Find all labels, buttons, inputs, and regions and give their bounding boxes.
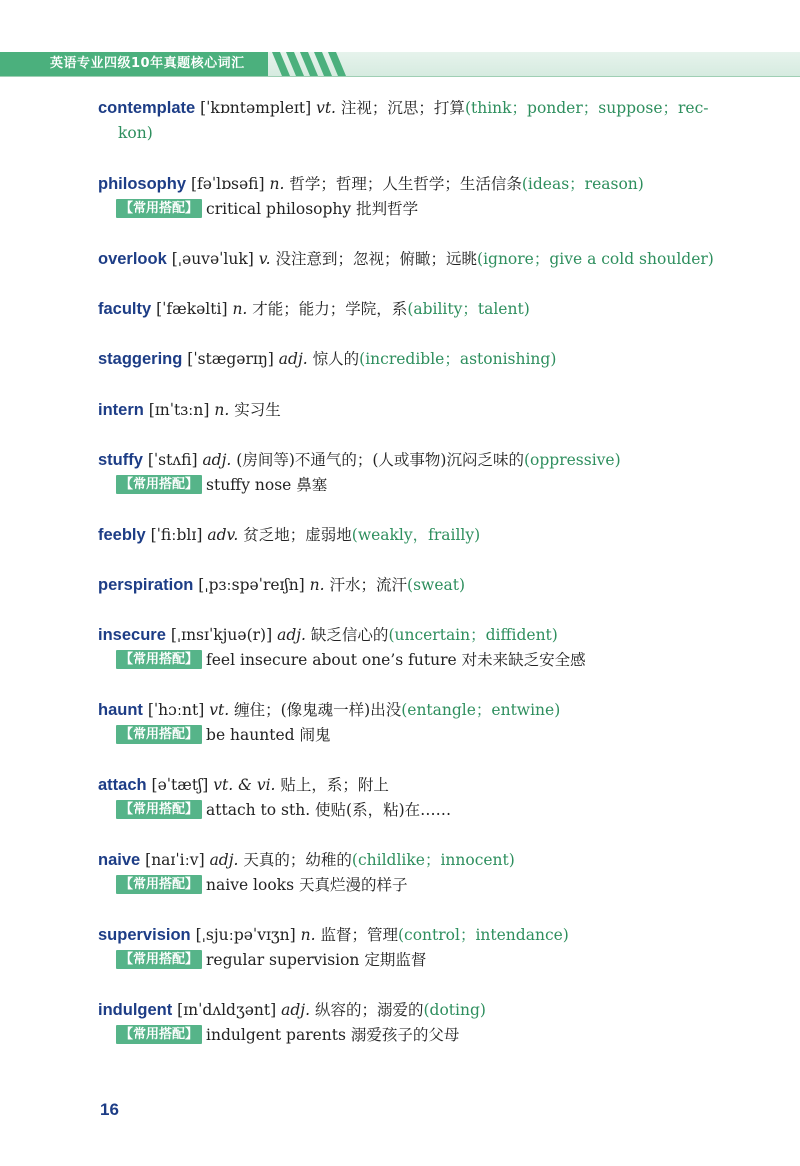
part-of-speech: adv.: [207, 526, 239, 544]
synonyms: (think；ponder；suppose；rec-: [464, 99, 709, 117]
synonyms: (control；intendance): [398, 926, 569, 944]
part-of-speech: n.: [300, 926, 316, 944]
definition: 贴上，系；附上: [280, 776, 389, 794]
collocation-text: critical philosophy 批判哲学: [206, 200, 419, 218]
headword: insecure: [98, 626, 166, 644]
part-of-speech: n.: [269, 175, 285, 193]
collocation-tag: 【常用搭配】: [116, 1025, 202, 1044]
collocation: [116, 197, 698, 222]
vocab-entry: [98, 297, 698, 322]
phonetic: [ˈkɒntəmpleɪt]: [200, 99, 312, 117]
synonyms: (ability；talent): [407, 300, 530, 318]
headword: perspiration: [98, 576, 194, 594]
definition: 纵容的；溺爱的: [314, 1001, 424, 1019]
phonetic: [ˌəuvəˈluk]: [171, 250, 254, 268]
collocation-text: be haunted 闹鬼: [206, 726, 331, 744]
headword: contemplate: [98, 99, 196, 117]
synonyms: (weakly，frailly): [351, 526, 481, 544]
vocab-entry: [98, 96, 709, 146]
part-of-speech: n.: [309, 576, 325, 594]
part-of-speech: adj.: [281, 1001, 311, 1019]
phonetic: [ˌsjuːpəˈvɪʒn]: [195, 926, 296, 944]
collocation-tag: 【常用搭配】: [116, 199, 202, 218]
part-of-speech: vt.: [209, 701, 230, 719]
synonyms: (childlike；innocent): [351, 851, 515, 869]
collocation: [116, 1023, 698, 1048]
headword: faculty: [98, 300, 152, 318]
vocab-entry: [98, 623, 698, 673]
collocation-text: naive looks 天真烂漫的样子: [206, 876, 408, 894]
definition: (房间等)不通气的；(人或事物)沉闷乏味的: [236, 451, 524, 469]
phonetic: [ˌɪnsɪˈkjuə(r)]: [170, 626, 273, 644]
synonyms: (ideas；reason): [521, 175, 644, 193]
definition: 注视；沉思；打算: [340, 99, 465, 117]
part-of-speech: v.: [258, 250, 271, 268]
definition: 惊人的: [312, 350, 360, 368]
phonetic: [ɪnˈtɜːn]: [148, 401, 210, 419]
headword: haunt: [98, 701, 143, 719]
definition: 实习生: [234, 401, 281, 419]
phonetic: [ˈstʌfi]: [147, 451, 198, 469]
phonetic: [naɪˈiːv]: [145, 851, 205, 869]
vocab-entry: [98, 923, 698, 973]
phonetic: [ˈstægərɪŋ]: [187, 350, 274, 368]
header-stripes-decoration: [272, 52, 362, 76]
collocation-text: feel insecure about one’s future 对未来缺乏安全感: [206, 651, 586, 669]
phonetic: [ɪnˈdʌldʒənt]: [177, 1001, 277, 1019]
vocab-entry: [98, 773, 698, 823]
part-of-speech: n.: [232, 300, 248, 318]
headword: feebly: [98, 526, 146, 544]
phonetic: [ˌpɜːspəˈreɪʃn]: [198, 576, 305, 594]
part-of-speech: adj.: [277, 626, 306, 644]
vocab-entry: [98, 698, 698, 748]
vocab-entry: [98, 172, 698, 222]
synonyms: (ignore；give a cold shoulder): [477, 250, 714, 268]
headword: naive: [98, 851, 141, 869]
collocation-tag: 【常用搭配】: [116, 875, 202, 894]
phonetic: [fəˈlɒsəfi]: [190, 175, 265, 193]
definition: 贫乏地；虚弱地: [243, 526, 352, 544]
collocation-tag: 【常用搭配】: [116, 475, 202, 494]
headword: stuffy: [98, 451, 143, 469]
collocation-text: indulgent parents 溺爱孩子的父母: [206, 1026, 460, 1044]
collocation: [116, 873, 698, 898]
part-of-speech: n.: [214, 401, 230, 419]
definition: 天真的；幼稚的: [243, 851, 352, 869]
vocab-entry: [98, 573, 698, 598]
headword: intern: [98, 401, 144, 419]
part-of-speech: vt. & vi.: [213, 776, 276, 794]
definition: 才能；能力；学院，系: [252, 300, 408, 318]
vocab-entry: [98, 247, 714, 272]
collocation-tag: 【常用搭配】: [116, 650, 202, 669]
collocation: [116, 648, 698, 673]
definition: 缠住；(像鬼魂一样)出没: [234, 701, 402, 719]
synonyms: (oppressive): [523, 451, 621, 469]
collocation: [116, 948, 698, 973]
synonyms: (doting): [423, 1001, 486, 1019]
collocation: [116, 723, 698, 748]
collocation-text: stuffy nose 鼻塞: [206, 476, 328, 494]
phonetic: [ˈfækəlti]: [156, 300, 228, 318]
phonetic: [ˈhɔːnt]: [147, 701, 205, 719]
definition: 缺乏信心的: [310, 626, 389, 644]
collocation: [116, 798, 698, 823]
collocation-text: attach to sth. 使贴(系，粘)在……: [206, 801, 452, 819]
vocab-entry: [98, 998, 698, 1048]
headword: overlook: [98, 250, 167, 268]
synonyms: (incredible；astonishing): [359, 350, 557, 368]
vocab-entry: [98, 398, 698, 423]
synonyms: (uncertain；diffident): [388, 626, 558, 644]
collocation-tag: 【常用搭配】: [116, 950, 202, 969]
phonetic: [əˈtætʃ]: [151, 776, 209, 794]
part-of-speech: adj.: [209, 851, 239, 869]
collocation-tag: 【常用搭配】: [116, 725, 202, 744]
definition: 哲学；哲理；人生哲学；生活信条: [289, 175, 522, 193]
collocation: [116, 473, 698, 498]
headword: attach: [98, 776, 147, 794]
definition: 监督；管理: [320, 926, 398, 944]
page-number: 16: [100, 1100, 119, 1119]
synonyms-continued: kon): [118, 124, 153, 142]
headword: philosophy: [98, 175, 186, 193]
synonyms: (entangle；entwine): [401, 701, 561, 719]
vocab-entry: [98, 848, 698, 898]
part-of-speech: adj.: [278, 350, 308, 368]
book-title: 英语专业四级10年真题核心词汇: [50, 56, 245, 71]
part-of-speech: vt.: [316, 99, 336, 117]
headword: staggering: [98, 350, 183, 368]
headword: indulgent: [98, 1001, 173, 1019]
collocation-tag: 【常用搭配】: [116, 800, 202, 819]
synonyms: (sweat): [407, 576, 466, 594]
phonetic: [ˈfiːblɪ]: [150, 526, 203, 544]
part-of-speech: adj.: [202, 451, 232, 469]
headword: supervision: [98, 926, 191, 944]
vocab-entry: [98, 523, 698, 548]
vocab-entry: [98, 448, 698, 498]
definition: 没注意到；忽视；俯瞰；远眺: [275, 250, 478, 268]
definition: 汗水；流汗: [329, 576, 408, 594]
collocation-text: regular supervision 定期监督: [206, 951, 427, 969]
vocab-entry: [98, 347, 698, 372]
